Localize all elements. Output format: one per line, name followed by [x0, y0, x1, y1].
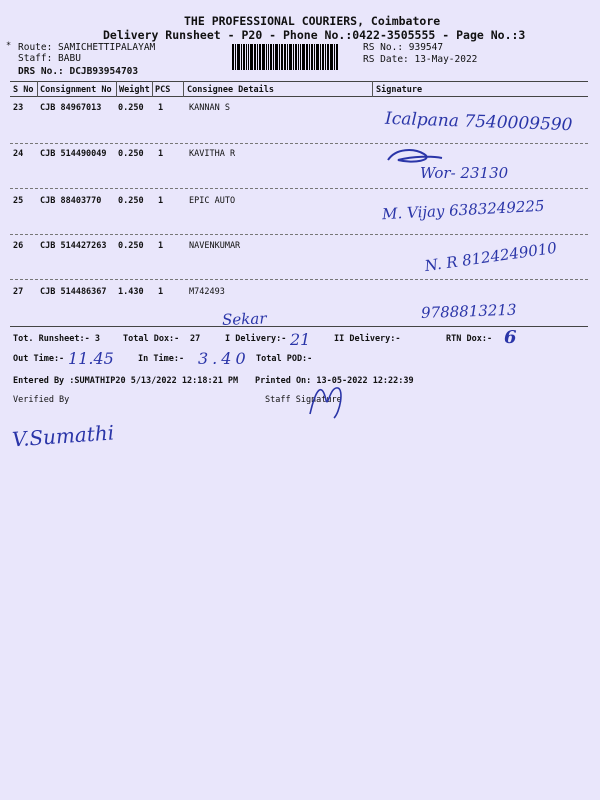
drs-number: DRS No.: DCJB93954703: [18, 66, 139, 77]
row-consignment: CJB 514490049: [40, 149, 107, 159]
table-bottom-rule: [10, 326, 588, 327]
table-header-rule: [10, 96, 588, 97]
row-signature: Sekar 9788813213: [221, 300, 517, 329]
in-time-label: In Time:-: [138, 354, 185, 364]
row-pcs: 1: [158, 241, 164, 251]
row-sno: 24: [13, 149, 24, 159]
i-delivery-handwritten: 21: [290, 330, 311, 349]
company-title: THE PROFESSIONAL COURIERS, Coimbatore: [184, 14, 441, 28]
out-time-handwritten: 11.45: [68, 349, 114, 368]
col-divider: [116, 81, 117, 97]
rs-number: RS No.: 939547: [363, 42, 444, 53]
in-time-handwritten: 3.40: [198, 349, 250, 368]
row-sno: 27: [13, 287, 24, 297]
col-divider: [37, 81, 38, 97]
row-details: KANNAN S: [189, 103, 230, 113]
route-label: Route: SAMICHETTIPALAYAM: [18, 42, 156, 53]
row-pcs: 1: [158, 287, 164, 297]
row-pcs: 1: [158, 196, 164, 206]
row-weight: 0.250: [118, 149, 144, 159]
printed-on: Printed On: 13-05-2022 12:22:39: [255, 376, 414, 386]
row-details: KAVITHA R: [189, 149, 236, 159]
verified-by-label: Verified By: [13, 395, 70, 405]
total-pod-label: Total POD:-: [256, 354, 313, 364]
verifier-handwritten-signature: V.Sumathi: [11, 420, 115, 452]
row-pcs: 1: [158, 103, 164, 113]
col-divider: [152, 81, 153, 97]
row-signature: N. R 8124249010: [423, 238, 558, 276]
total-runsheet: Tot. Runsheet:- 3: [13, 334, 100, 344]
row-consignment: CJB 514486367: [40, 287, 107, 297]
out-time-label: Out Time:-: [13, 354, 65, 364]
rtn-dox-handwritten: 6: [504, 327, 517, 348]
row-rule: [10, 279, 588, 280]
col-pcs: PCS: [155, 85, 171, 95]
staff-label: Staff: BABU: [18, 53, 81, 64]
row-sno: 26: [13, 241, 24, 251]
row-weight: 0.250: [118, 241, 144, 251]
ii-delivery-label: II Delivery:-: [334, 334, 401, 344]
staff-signature-label: Staff Signature: [265, 395, 342, 405]
row-sno: 25: [13, 196, 24, 206]
row-details: EPIC AUTO: [189, 196, 236, 206]
col-weight: Weight: [119, 85, 150, 95]
row-details: NAVENKUMAR: [189, 241, 241, 251]
total-dox-label: Total Dox:-: [123, 334, 180, 344]
col-details: Consignee Details: [187, 85, 274, 95]
rs-date: RS Date: 13-May-2022: [363, 54, 478, 65]
entered-by: Entered By :SUMATHIP20 5/13/2022 12:18:21 PM: [13, 376, 239, 386]
row-sno: 23: [13, 103, 24, 113]
row-signature: Icalpana 7540009590: [384, 108, 573, 136]
row-weight: 1.430: [118, 287, 144, 297]
barcode-image: [232, 44, 354, 70]
total-dox-value: 27: [190, 334, 201, 344]
i-delivery-label: I Delivery:-: [225, 334, 287, 344]
row-weight: 0.250: [118, 103, 144, 113]
row-consignment: CJB 514427263: [40, 241, 107, 251]
asterisk-mark: *: [6, 41, 12, 51]
col-sno: S No: [13, 85, 34, 95]
row-rule: [10, 188, 588, 189]
col-divider: [372, 81, 373, 97]
row-details: M742493: [189, 287, 225, 297]
row-consignment: CJB 88403770: [40, 196, 102, 206]
col-divider: [183, 81, 184, 97]
row-rule: [10, 143, 588, 144]
row-weight: 0.250: [118, 196, 144, 206]
runsheet-subtitle: Delivery Runsheet - P20 - Phone No.:0422-3505555 - Page No.:3: [103, 28, 526, 42]
row-pcs: 1: [158, 149, 164, 159]
row-rule: [10, 234, 588, 235]
rtn-dox-label: RTN Dox:-: [446, 334, 493, 344]
col-signature: Signature: [376, 85, 423, 95]
row-signature: M. Vijay 6383249225: [381, 196, 545, 224]
table-top-rule: [10, 81, 588, 82]
row-signature: Wor- 23130: [420, 164, 509, 182]
col-consignment: Consignment No: [40, 85, 112, 95]
row-consignment: CJB 84967013: [40, 103, 102, 113]
